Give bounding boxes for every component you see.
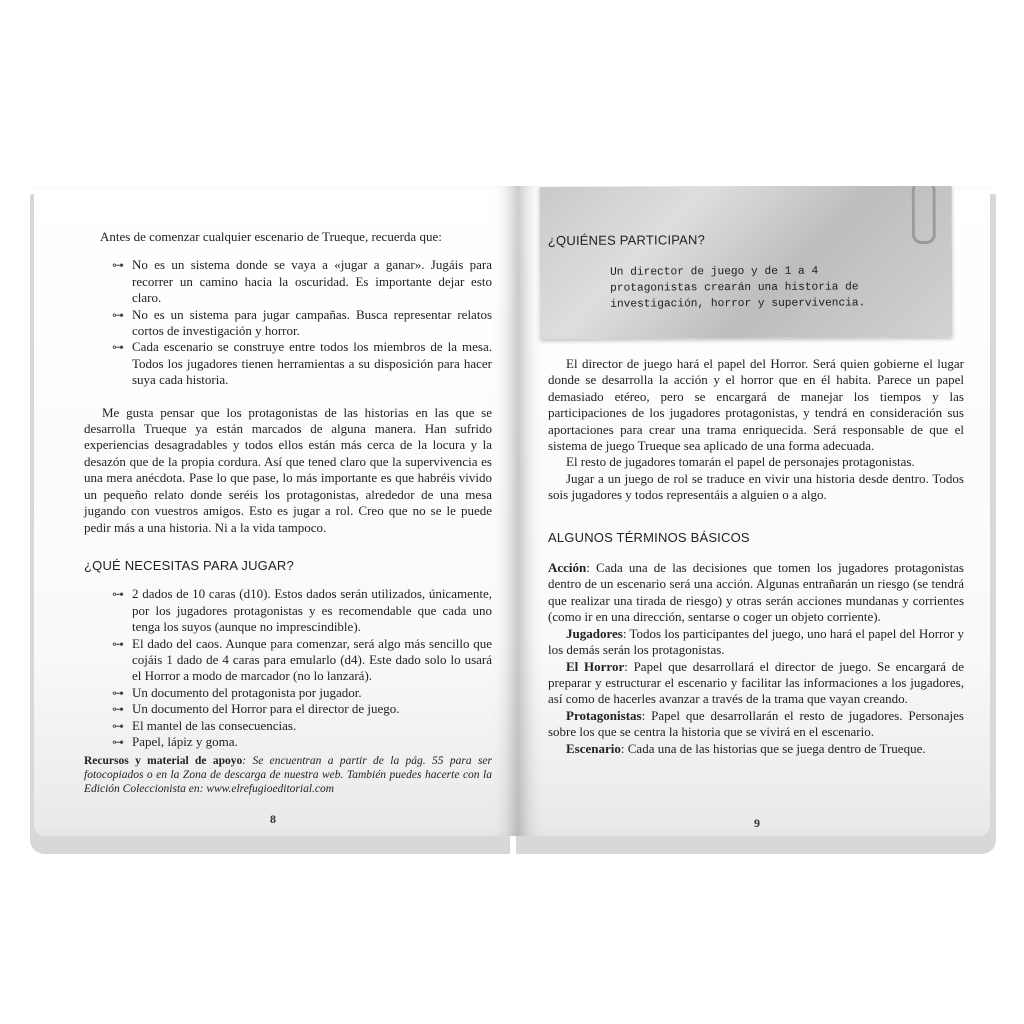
- rules-list: [112, 257, 492, 388]
- page-number: 9: [754, 816, 760, 830]
- body-paragraph: Jugar a un juego de rol se traduce en vivir una historia desde dentro. Todos sois jugadores y todos representáis a alguien o a algo.: [548, 470, 964, 503]
- key-icon: ⊶: [112, 636, 124, 651]
- note-text: Un director de juego y de 1 a 4 protagonistas crearán una historia de investigación, horror y supervivencia.: [610, 265, 866, 311]
- intro-paragraph: Me gusta pensar que los protagonistas de las historias en las que se desarrolla Trueque ya están marcados de alguna manera. Han sufrido experiencias desagradables y todos ellos están más cerca de la locura y la desazón que de la propia cordura. Así que tened claro que la supervivencia es una mera anécdota. Pase lo que pase, lo más importante es que habréis vivido un pequeño relato donde seréis los protagonistas, alrededor de una mesa jugando con vuestros amigos. Esto es jugar a rol. Creo que no se le puede pedir más a una historia. Ni a la vida tampoco.: [84, 404, 492, 535]
- list-item: ⊶ Cada escenario se construye entre todos los miembros de la mesa. Todos los jugadores tienen herramientas a su disposición para hacer suya cada historia.: [112, 339, 492, 388]
- key-icon: ⊶: [112, 718, 124, 733]
- key-icon: ⊶: [112, 685, 124, 700]
- term-entry: Escenario: Cada una de las historias que se juega dentro de Trueque.: [566, 740, 926, 756]
- note-heading: ¿QUIÉNES PARTICIPAN?: [547, 232, 706, 249]
- body-paragraph: El director de juego hará el papel del Horror. Será quien gobierne el lugar donde se desarrolla la acción y el horror que en él habita. Parece un papel demasiado etéreo, pero se encargará de manejar los tiempos y las participaciones de los jugadores protagonistas, y tendrá en consideración sus aportaciones para crear una trama enriquecida. Será responsable de que el sistema de juego Trueque sea aplicado de una forma adecuada.: [548, 356, 964, 454]
- list-item: ⊶ Papel, lápiz y goma.: [112, 733, 238, 749]
- intro-text: Antes de comenzar cualquier escenario de Trueque, recuerda que:: [100, 229, 442, 244]
- page-number: 8: [270, 812, 276, 826]
- list-item: ⊶ No es un sistema para jugar campañas. Busca representar relatos cortos de investigación y horror.: [112, 306, 492, 339]
- note-card: [540, 186, 953, 339]
- right-page: [518, 186, 990, 836]
- body-paragraph: El resto de jugadores tomarán el papel de personajes protagonistas.: [566, 454, 915, 470]
- needs-list: [112, 586, 492, 750]
- left-page: [34, 186, 518, 836]
- key-icon: ⊶: [112, 307, 124, 322]
- key-icon: ⊶: [112, 340, 124, 355]
- list-item: ⊶ Un documento del protagonista por jugador.: [112, 684, 362, 700]
- open-book: [30, 186, 996, 856]
- resources-note: Recursos y material de apoyo: Se encuentran a partir de la pág. 55 para ser fotocopiados o en la Zona de descarga de nuestra web. También puedes hacerte con la Edición Coleccionista en: www.elrefugioeditorial.com: [84, 755, 492, 796]
- list-item: ⊶ El dado del caos. Aunque para comenzar, será algo más sencillo que cojáis 1 dado de 4 caras para emularlo (d4). Este dado solo lo usará el Horror a modo de marcador (no lo lanzará).: [112, 635, 492, 684]
- key-icon: ⊶: [112, 734, 124, 749]
- terms-heading: ALGUNOS TÉRMINOS BÁSICOS: [548, 529, 750, 545]
- term-entry: El Horror: Papel que desarrollará el director de juego. Se encargará de preparar y estructurar el escenario y facilitar las informaciones a los jugadores, así como de hacerles avanzar a través de la trama que vayan creando.: [548, 658, 964, 707]
- list-item: ⊶ El mantel de las consecuencias.: [112, 717, 297, 733]
- list-item: ⊶ No es un sistema donde se vaya a «jugar a ganar». Jugáis para recorrer un camino hacia la oscuridad. Es importante dejar esto claro.: [112, 257, 492, 306]
- needs-heading: ¿QUÉ NECESITAS PARA JUGAR?: [84, 557, 294, 573]
- key-icon: ⊶: [112, 258, 124, 273]
- term-entry: Acción: Cada una de las decisiones que tomen los jugadores protagonistas dentro de un escenario será una acción. Algunas entrañarán un riesgo (se tendrá que realizar una tirada de riesgo) y otras serán acciones mundanas y corrientes (como ir en una dirección, sentarse o coger un objeto corriente).: [548, 560, 964, 625]
- term-entry: Jugadores: Todos los participantes del juego, uno hará el papel del Horror y los demás serán los protagonistas.: [548, 625, 964, 658]
- key-icon: ⊶: [112, 702, 124, 717]
- key-icon: ⊶: [112, 587, 124, 602]
- list-item: ⊶ Un documento del Horror para el director de juego.: [112, 701, 400, 717]
- term-entry: Protagonistas: Papel que desarrollarán el resto de jugadores. Personajes sobre los que se centra la historia que se vivirá en el escenario.: [548, 707, 964, 740]
- list-item: ⊶ 2 dados de 10 caras (d10). Estos dados serán utilizados, únicamente, por los jugadores protagonistas y es recomendable que cada uno tenga los suyos (aunque no imprescindible).: [112, 586, 492, 635]
- paperclip-icon: [912, 186, 936, 244]
